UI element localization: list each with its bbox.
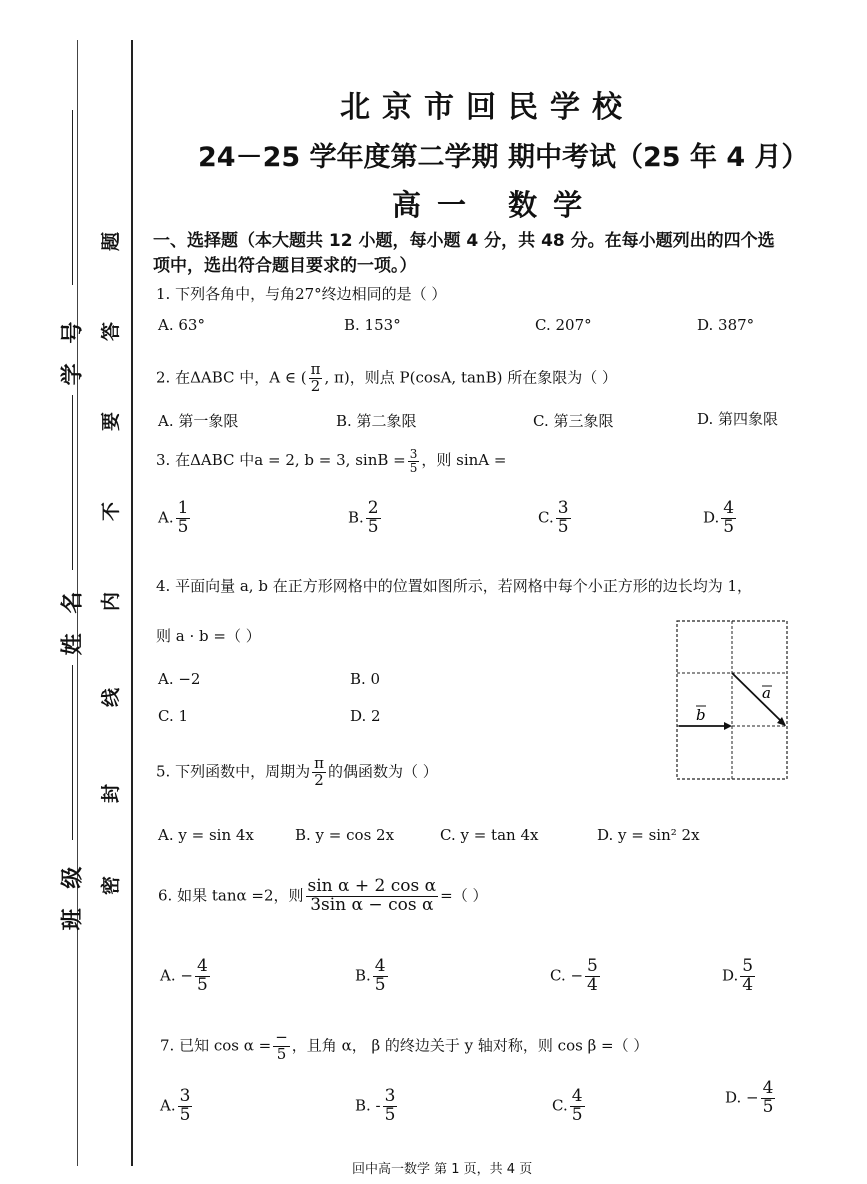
q2-option-c: C. 第三象限	[533, 412, 614, 430]
vector-a-arrow	[732, 673, 783, 723]
q5-option-b: B. y = cos 2x	[295, 826, 395, 844]
q7-d-label: D. −	[725, 1088, 759, 1107]
q7-stem-end: ，且角 α， β 的终边关于 y 轴对称，则 cos β =（ ）	[291, 1036, 649, 1055]
q7-d-den: 5	[762, 1096, 774, 1117]
q4-option-c: C. 1	[158, 707, 189, 725]
q7-b-label: B. -	[355, 1096, 381, 1115]
q4-stem-2: 则 a · b =（ ）	[156, 627, 261, 645]
q3-d-den: 5	[723, 516, 735, 537]
q4-option-b: B. 0	[350, 670, 381, 688]
q5-option-d: D. y = sin² 2x	[597, 826, 700, 844]
q1-option-d: D. 387°	[697, 316, 755, 334]
class-label: 班 级	[60, 860, 86, 931]
q3-a-num: 1	[177, 498, 189, 518]
q7-c-label: C.	[552, 1096, 568, 1115]
q3-c-num: 3	[557, 498, 569, 518]
seal-char-2: 答	[100, 321, 123, 342]
q3-stem-end: ，则 sinA =	[421, 451, 507, 470]
q3-option-a	[158, 500, 192, 537]
q3-a-den: 5	[177, 516, 189, 537]
q2-option-d: D. 第四象限	[697, 410, 779, 428]
q6-b-den: 5	[374, 974, 386, 995]
school-name: 北京市回民学校	[340, 90, 634, 125]
q7-a-num: 3	[179, 1086, 191, 1106]
q7-b-num: 3	[384, 1086, 396, 1106]
q7-stem	[160, 1030, 648, 1063]
q6-option-d	[722, 958, 757, 995]
q3-c-den: 5	[557, 516, 569, 537]
q6-a-num: 4	[196, 956, 208, 976]
seal-char-5: 内	[100, 591, 123, 612]
q6-d-label: D.	[722, 966, 739, 985]
q3-option-d	[703, 500, 738, 537]
q3-b-num: 2	[367, 498, 379, 518]
q6-frac-num: sin α + 2 cos α	[307, 876, 437, 896]
q7-c-den: 5	[571, 1104, 583, 1125]
q6-frac-den: 3sin α − cos α	[310, 894, 434, 915]
q6-b-num: 4	[374, 956, 386, 976]
seal-char-1: 题	[100, 231, 123, 252]
q3-frac-den: 5	[409, 460, 418, 475]
q3-stem-start: 3. 在ΔABC 中a = 2, b = 3, sinB =	[156, 451, 406, 470]
seal-char-8: 密	[100, 875, 123, 896]
q2-stem	[156, 362, 617, 395]
q6-d-num: 5	[742, 956, 754, 976]
section-heading-line1: 一、选择题（本大题共 12 小题，每小题 4 分，共 48 分。在每小题列出的四个选	[153, 231, 775, 251]
seal-char-3: 要	[100, 411, 123, 432]
q7-a-den: 5	[179, 1104, 191, 1125]
name-blank	[72, 395, 73, 570]
q7-option-d	[725, 1080, 777, 1117]
q7-stem-start: 7. 已知 cos α =	[160, 1036, 272, 1055]
binding-line-inner	[131, 40, 133, 1166]
q7-frac-num: −	[275, 1028, 288, 1046]
q6-option-a	[160, 958, 212, 995]
q2-frac-num: π	[310, 360, 321, 378]
q6-c-num: 5	[587, 956, 598, 976]
q3-frac-num: 3	[409, 447, 418, 461]
q7-c-num: 4	[571, 1086, 583, 1106]
q2-option-a: A. 第一象限	[158, 412, 239, 430]
section-heading-line2: 项中，选出符合题目要求的一项。）	[153, 256, 417, 276]
student-id-label: 学 号	[60, 315, 86, 386]
q7-frac-den: 5	[276, 1044, 287, 1063]
q5-option-c: C. y = tan 4x	[440, 826, 539, 844]
exam-title: 24－25 学年度第二学期 期中考试（25 年 4 月）	[198, 142, 809, 173]
q7-b-den: 5	[384, 1104, 396, 1125]
q3-option-b	[348, 500, 383, 537]
q3-d-num: 4	[723, 498, 735, 518]
q6-option-c	[550, 958, 602, 995]
q5-stem	[156, 756, 438, 789]
q6-stem-start: 6. 如果 tanα =2，则	[158, 886, 304, 905]
q6-c-den: 4	[587, 974, 598, 995]
q4-option-a: A. −2	[158, 670, 201, 688]
q1-option-c: C. 207°	[535, 316, 592, 334]
q7-d-num: 4	[762, 1078, 774, 1098]
q5-frac-num: π	[314, 754, 324, 772]
class-blank	[72, 665, 73, 840]
q7-option-a	[160, 1088, 194, 1125]
q2-stem-start: 2. 在ΔABC 中，A ∈ (	[156, 368, 307, 387]
q3-b-den: 5	[367, 516, 379, 537]
q6-stem	[158, 878, 487, 915]
q5-stem-start: 5. 下列函数中，周期为	[156, 762, 311, 781]
q6-a-den: 5	[196, 974, 208, 995]
q6-stem-end: =（ ）	[440, 886, 488, 905]
q3-stem	[156, 448, 506, 474]
q3-c-label: C.	[538, 508, 554, 527]
q3-option-c	[538, 500, 573, 537]
student-id-blank	[72, 110, 73, 285]
q3-d-label: D.	[703, 508, 720, 527]
name-label: 姓 名	[60, 585, 86, 656]
q6-d-den: 4	[742, 974, 754, 995]
q1-option-b: B. 153°	[344, 316, 401, 334]
q6-a-label: A. −	[160, 966, 193, 985]
q4-stem: 4. 平面向量 a, b 在正方形网格中的位置如图所示，若网格中每个小正方形的边长均为 1，	[156, 577, 753, 595]
q7-option-b	[355, 1088, 399, 1125]
q6-c-label: C. −	[550, 966, 584, 985]
q6-option-b	[355, 958, 390, 995]
vector-b-head	[724, 722, 732, 730]
q2-option-b: B. 第二象限	[336, 412, 417, 430]
q7-a-label: A.	[160, 1096, 176, 1115]
q5-option-a: A. y = sin 4x	[158, 826, 254, 844]
q2-stem-end: , π)，则点 P(cosA, tanB) 所在象限为（ ）	[324, 368, 617, 387]
q5-frac-den: 2	[314, 770, 324, 789]
seal-char-6: 线	[100, 687, 123, 708]
q2-frac-den: 2	[310, 376, 321, 395]
q1-option-a: A. 63°	[158, 316, 205, 334]
q4-option-d: D. 2	[350, 707, 381, 725]
vector-a-label: a	[762, 684, 771, 702]
seal-char-4: 不	[100, 501, 123, 522]
q3-a-label: A.	[158, 508, 174, 527]
vector-grid-figure	[676, 620, 788, 780]
q6-b-label: B.	[355, 966, 371, 985]
seal-char-7: 封	[100, 783, 123, 804]
q1-stem: 1. 下列各角中，与角27°终边相同的是（ ）	[156, 285, 447, 303]
vector-b-label: b	[696, 706, 706, 724]
subject-title: 高一 数学	[392, 188, 599, 222]
page-footer: 回中高一数学 第 1 页，共 4 页	[352, 1162, 533, 1177]
q5-stem-end: 的偶函数为（ ）	[327, 762, 438, 781]
q7-option-c	[552, 1088, 587, 1125]
q3-b-label: B.	[348, 508, 364, 527]
